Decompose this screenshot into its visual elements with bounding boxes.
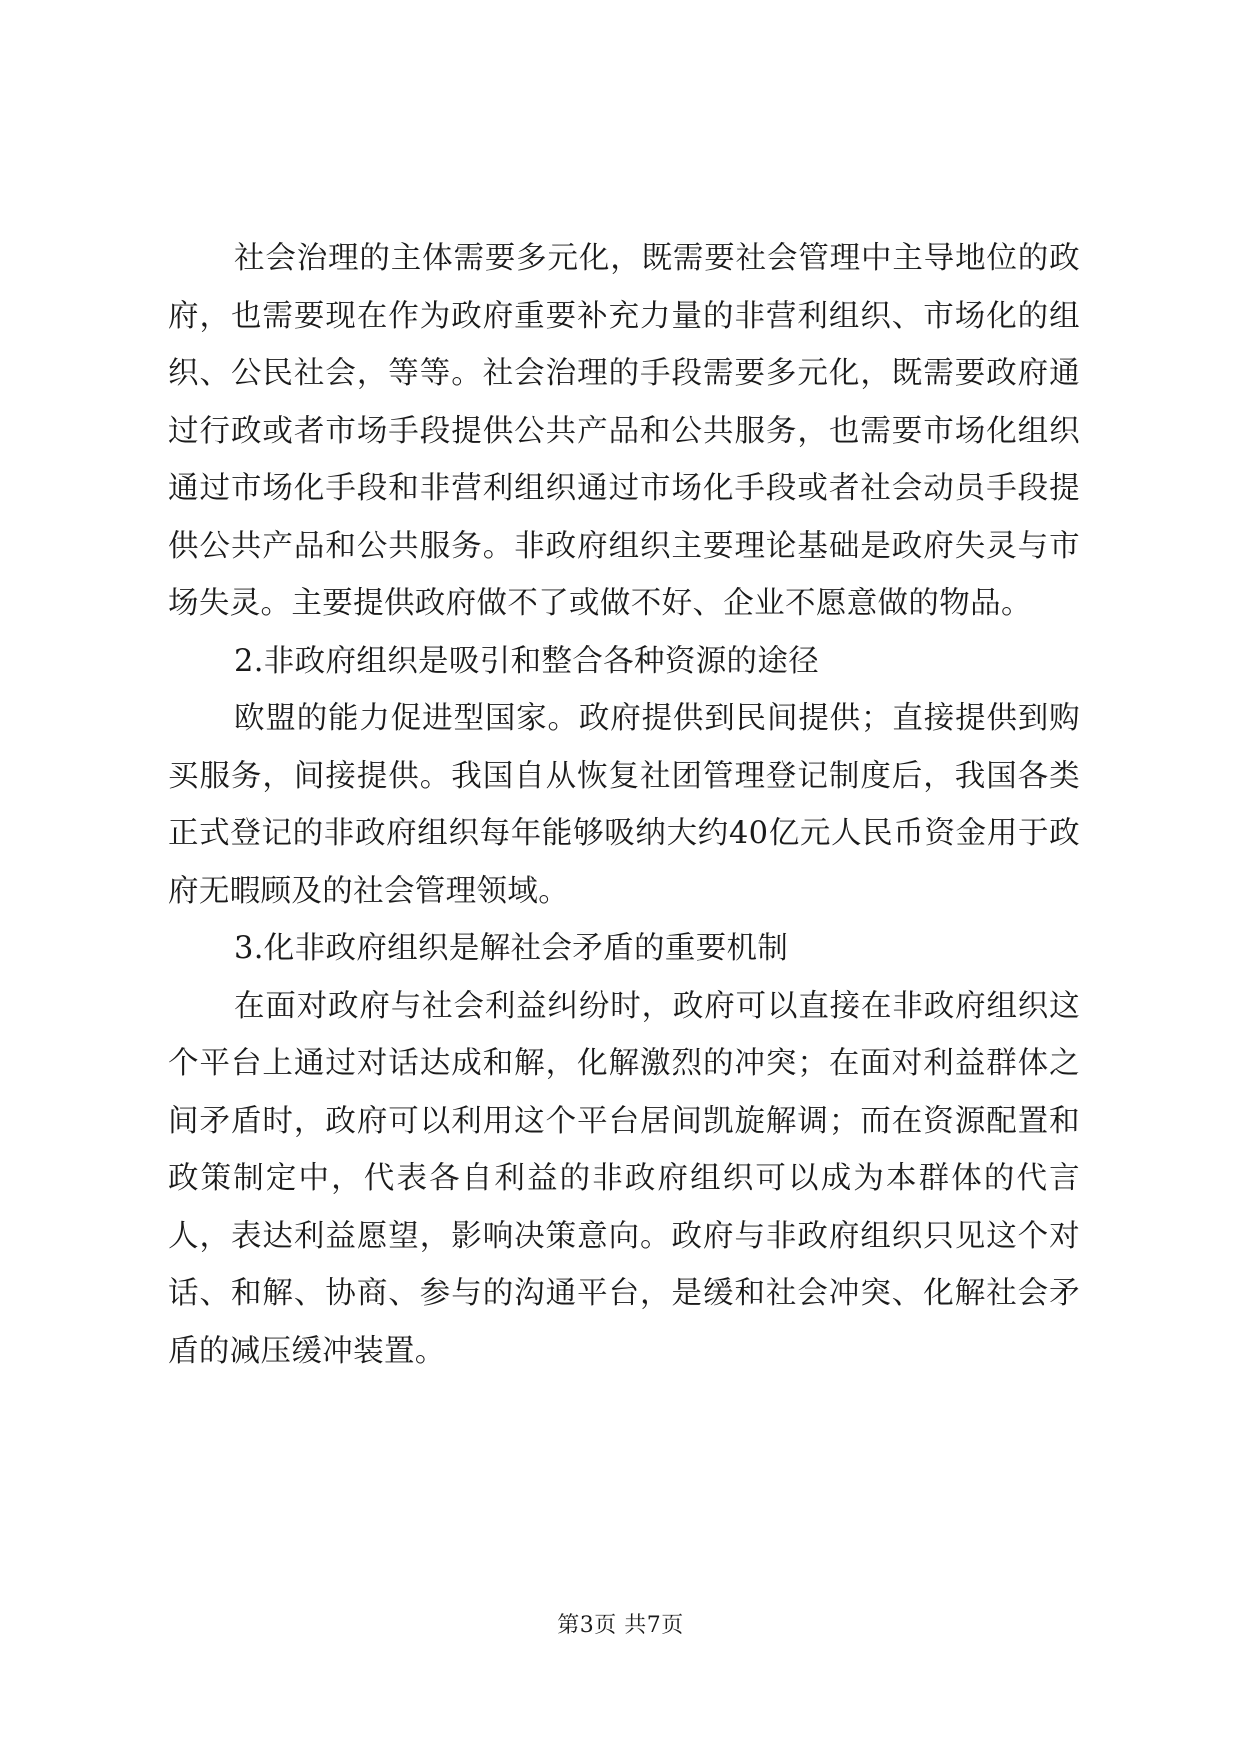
paragraph-conflict: 在面对政府与社会利益纠纷时，政府可以直接在非政府组织这个平台上通过对话达成和解，化解激烈的冲突；在面对利益群体之间矛盾时，政府可以利用这个平台居间凯旋解调；而在资源配置和政策制定中，代表各自利益的非政府组织可以成为本群体的代言人，表达利益愿望，影响决策意向。政府与非政府组织只见这个对话、和解、协商、参与的沟通平台，是缓和社会冲突、化解社会矛盾的减压缓冲装置。 <box>168 988 1080 1369</box>
section-heading-conflict: 3.化非政府组织是解社会矛盾的重要机制 <box>234 931 789 966</box>
paragraph-resources: 欧盟的能力促进型国家。政府提供到民间提供；直接提供到购买服务，间接提供。我国自从恢复社团管理登记制度后，我国各类正式登记的非政府组织每年能够吸纳大约40亿元人民币资金用于政府无暇顾及的社会管理领域。 <box>168 701 1080 909</box>
page-number-footer: 第3页 共7页 <box>557 1613 684 1638</box>
document-body <box>168 230 1080 1380</box>
paragraph-governance-diversity: 社会治理的主体需要多元化，既需要社会管理中主导地位的政府，也需要现在作为政府重要补充力量的非营利组织、市场化的组织、公民社会，等等。社会治理的手段需要多元化，既需要政府通过行政或者市场手段提供公共产品和公共服务，也需要市场化组织通过市场化手段和非营利组织通过市场化手段或者社会动员手段提供公共产品和公共服务。非政府组织主要理论基础是政府失灵与市场失灵。主要提供政府做不了或做不好、企业不愿意做的物品。 <box>168 241 1080 621</box>
section-heading-resources: 2.非政府组织是吸引和整合各种资源的途径 <box>234 643 820 679</box>
